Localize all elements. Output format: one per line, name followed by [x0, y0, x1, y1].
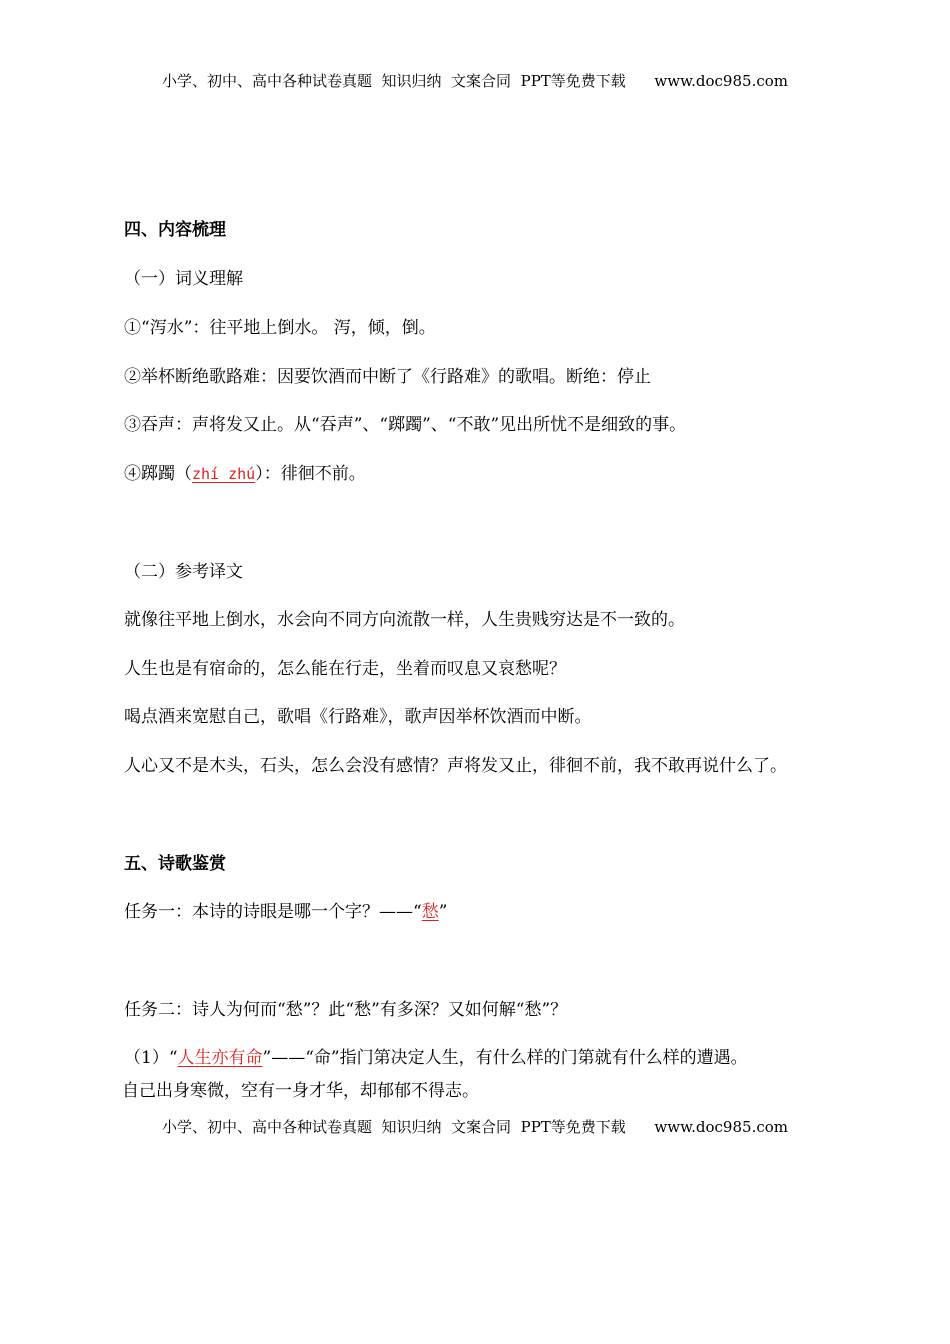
task-1-question: 任务一：本诗的诗眼是哪一个字？——“ — [124, 902, 422, 922]
vocab-item-4-suffix: ）：徘徊不前。 — [255, 464, 366, 484]
task-1-close-quote: ” — [438, 902, 448, 922]
vocab-item-1: ①“泻水”：往平地上倒水。 泻，倾，倒。 — [124, 318, 436, 338]
point-1 — [124, 1046, 748, 1070]
subsection-translation-title: （二）参考译文 — [124, 562, 243, 582]
page-header: 小学、初中、高中各种试卷真题 知识归纳 文案合同 PPT等免费下载 www.doc985.com — [161, 72, 788, 90]
page-footer: 小学、初中、高中各种试卷真题 知识归纳 文案合同 PPT等免费下载 www.doc985.com — [161, 1118, 788, 1136]
point-1-quote: 人生亦有命 — [177, 1048, 263, 1068]
vocab-item-2: ②举杯断绝歌路难：因要饮酒而中断了《行路难》的歌唱。断绝：停止 — [124, 367, 651, 387]
vocab-item-4-prefix: ④踯躅（ — [124, 464, 192, 484]
vocab-item-3: ③吞声：声将发又止。从“吞声”、“踯躅”、“不敢”见出所忧不是细致的事。 — [124, 415, 687, 435]
pinyin-annotation: zhí zhú — [192, 465, 256, 483]
translation-line-4: 人心又不是木头，石头，怎么会没有感情？声将发又止，徘徊不前，我不敢再说什么了。 — [124, 756, 787, 776]
vocab-item-4 — [124, 462, 366, 486]
subsection-vocabulary-title: （一）词义理解 — [124, 269, 243, 289]
point-1-continuation: 自己出身寒微，空有一身才华，却郁郁不得志。 — [122, 1081, 479, 1101]
point-1-text: ”——“命”指门第决定人生，有什么样的门第就有什么样的遭遇。 — [262, 1048, 748, 1068]
section-4-title: 四、内容梳理 — [124, 220, 226, 240]
task-1-answer: 愁 — [421, 902, 439, 922]
translation-line-3: 喝点酒来宽慰自己，歌唱《行路难》，歌声因举杯饮酒而中断。 — [124, 707, 592, 727]
translation-line-2: 人生也是有宿命的，怎么能在行走，坐着而叹息又哀愁呢？ — [124, 659, 566, 679]
section-5-title: 五、诗歌鉴赏 — [124, 854, 226, 874]
translation-line-1: 就像往平地上倒水，水会向不同方向流散一样，人生贵贱穷达是不一致的。 — [124, 610, 685, 630]
task-1 — [124, 900, 447, 924]
task-2: 任务二：诗人为何而“愁”？此“愁”有多深？又如何解“愁”？ — [124, 1000, 568, 1020]
point-1-prefix: （1）“ — [124, 1048, 178, 1068]
